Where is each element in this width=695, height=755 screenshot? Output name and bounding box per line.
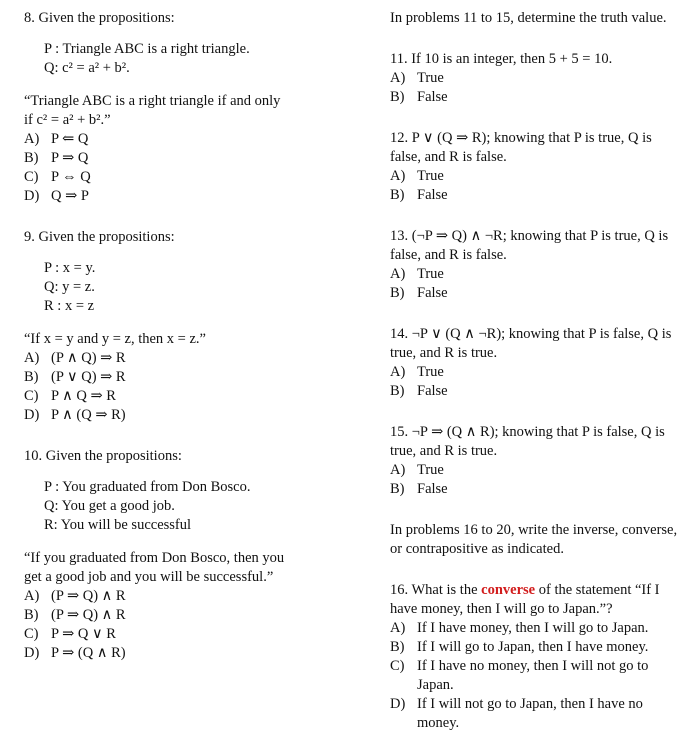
option-text: If I have money, then I will go to Japan. (417, 620, 649, 636)
proposition-p: P : You graduated from Don Bosco. (44, 479, 251, 495)
option-b[interactable] (390, 638, 680, 657)
option-b[interactable] (24, 606, 324, 625)
question-9-heading: 9. Given the propositions: (24, 229, 175, 245)
option-b[interactable] (390, 382, 680, 401)
option-a[interactable] (390, 265, 680, 284)
question-10-statement-line-1: “If you graduated from Don Bosco, then you (24, 550, 285, 566)
proposition-r: R : x = z (44, 298, 95, 314)
question-12 (390, 129, 680, 205)
proposition-p: P : x = y. (44, 260, 96, 276)
option-text: True (417, 462, 444, 478)
proposition-q: Q: You get a good job. (44, 498, 175, 514)
question-10-heading: 10. Given the propositions: (24, 448, 182, 464)
proposition-q: Q: c² = a² + b². (44, 60, 130, 76)
option-text: If I will go to Japan, then I have money. (417, 639, 649, 655)
option-label: A) (390, 620, 406, 636)
option-label: A) (390, 168, 406, 184)
proposition-p: P : Triangle ABC is a right triangle. (44, 41, 250, 57)
option-label: D) (24, 645, 40, 661)
option-d[interactable] (24, 187, 324, 206)
option-c[interactable] (24, 168, 324, 187)
option-a[interactable] (24, 349, 324, 368)
option-label: B) (24, 607, 39, 623)
option-a[interactable] (390, 363, 680, 382)
option-text: If I have no money, then I will not go to Japan. (417, 658, 649, 693)
question-9 (24, 228, 324, 425)
option-label: A) (24, 588, 40, 604)
option-text: P ⇔ Q (51, 169, 91, 185)
option-text: (P ⇒ Q) ∧ R (51, 607, 126, 623)
option-label: B) (390, 187, 405, 203)
option-label: A) (390, 462, 406, 478)
question-8 (24, 9, 324, 206)
option-a[interactable] (390, 619, 680, 638)
question-14 (390, 325, 680, 401)
question-13-heading: 13. (¬P ⇒ Q) ∧ ¬R; knowing that P is true, Q is false, and R is false. (390, 228, 669, 263)
option-text: Q ⇒ P (51, 188, 89, 204)
question-15-heading: 15. ¬P ⇒ (Q ∧ R); knowing that P is false, Q is true, and R is true. (390, 424, 665, 459)
question-13 (390, 227, 680, 303)
option-a[interactable] (390, 69, 680, 88)
question-8-heading: 8. Given the propositions: (24, 10, 175, 26)
option-c[interactable] (390, 657, 680, 695)
option-text: P ⇒ Q (51, 150, 89, 166)
option-a[interactable] (24, 130, 324, 149)
question-11 (390, 50, 680, 107)
option-text: P ∧ (Q ⇒ R) (51, 407, 126, 423)
option-label: A) (390, 266, 406, 282)
question-16-heading-pre: 16. What is the (390, 582, 482, 598)
proposition-q: Q: y = z. (44, 279, 95, 295)
left-column (24, 9, 324, 685)
proposition-r: R: You will be successful (44, 517, 192, 533)
option-text: P ⇒ Q ∨ R (51, 626, 116, 642)
question-16 (390, 581, 680, 733)
question-8-statement-line-1: “Triangle ABC is a right triangle if and only (24, 93, 281, 109)
question-10 (24, 447, 324, 663)
question-9-statement: “If x = y and y = z, then x = z.” (24, 331, 206, 347)
question-12-heading: 12. P ∨ (Q ⇒ R); knowing that P is true, Q is false, and R is false. (390, 130, 652, 165)
option-text: P ⇒ (Q ∧ R) (51, 645, 126, 661)
option-label: B) (390, 639, 405, 655)
option-label: D) (390, 696, 406, 712)
question-14-heading: 14. ¬P ∨ (Q ∧ ¬R); knowing that P is false, Q is true, and R is true. (390, 326, 672, 361)
option-label: B) (390, 89, 405, 105)
section-intro-truth-value: In problems 11 to 15, determine the truth value. (390, 10, 667, 26)
option-text: (P ∨ Q) ⇒ R (51, 369, 126, 385)
option-a[interactable] (390, 167, 680, 186)
option-label: D) (24, 407, 40, 423)
option-text: P ⇐ Q (51, 131, 89, 147)
option-label: B) (390, 285, 405, 301)
question-8-propositions (44, 40, 324, 78)
option-text: False (417, 481, 448, 497)
question-10-statement-line-2: get a good job and you will be successful.” (24, 569, 274, 585)
right-column (390, 9, 680, 755)
option-text: False (417, 383, 448, 399)
option-text: False (417, 187, 448, 203)
option-text: False (417, 89, 448, 105)
option-label: B) (24, 369, 39, 385)
option-d[interactable] (24, 644, 324, 663)
keyword-converse: converse (481, 582, 536, 598)
option-b[interactable] (390, 480, 680, 499)
option-c[interactable] (24, 387, 324, 406)
question-8-statement-line-2: if c² = a² + b².” (24, 112, 111, 128)
option-c[interactable] (24, 625, 324, 644)
option-label: A) (390, 70, 406, 86)
question-9-propositions (44, 259, 324, 316)
question-16-heading (390, 581, 680, 619)
option-label: C) (390, 658, 405, 674)
question-16-heading-post: of the statement “If I have money, then I will go to Japan.”? (390, 582, 660, 617)
question-11-heading: 11. If 10 is an integer, then 5 + 5 = 10. (390, 51, 613, 67)
option-label: A) (24, 350, 40, 366)
option-label: A) (390, 364, 406, 380)
option-label: B) (24, 150, 39, 166)
option-label: C) (24, 169, 39, 185)
option-a[interactable] (390, 461, 680, 480)
option-d[interactable] (390, 695, 680, 733)
option-label: A) (24, 131, 40, 147)
option-text: If I will not go to Japan, then I have no money. (417, 696, 643, 731)
option-text: (P ∧ Q) ⇒ R (51, 350, 126, 366)
option-text: P ∧ Q ⇒ R (51, 388, 116, 404)
option-text: True (417, 364, 444, 380)
option-b[interactable] (390, 186, 680, 205)
question-15 (390, 423, 680, 499)
option-b[interactable] (24, 149, 324, 168)
option-text: True (417, 70, 444, 86)
option-label: B) (390, 383, 405, 399)
option-a[interactable] (24, 587, 324, 606)
option-text: False (417, 285, 448, 301)
option-b[interactable] (24, 368, 324, 387)
option-text: True (417, 168, 444, 184)
option-label: B) (390, 481, 405, 497)
option-label: C) (24, 388, 39, 404)
section-intro-converse: In problems 16 to 20, write the inverse, converse, or contrapositive as indicated. (390, 522, 678, 557)
option-text: (P ⇒ Q) ∧ R (51, 588, 126, 604)
option-b[interactable] (390, 284, 680, 303)
option-d[interactable] (24, 406, 324, 425)
question-10-propositions (44, 478, 324, 535)
option-b[interactable] (390, 88, 680, 107)
option-label: D) (24, 188, 40, 204)
option-text: True (417, 266, 444, 282)
option-label: C) (24, 626, 39, 642)
